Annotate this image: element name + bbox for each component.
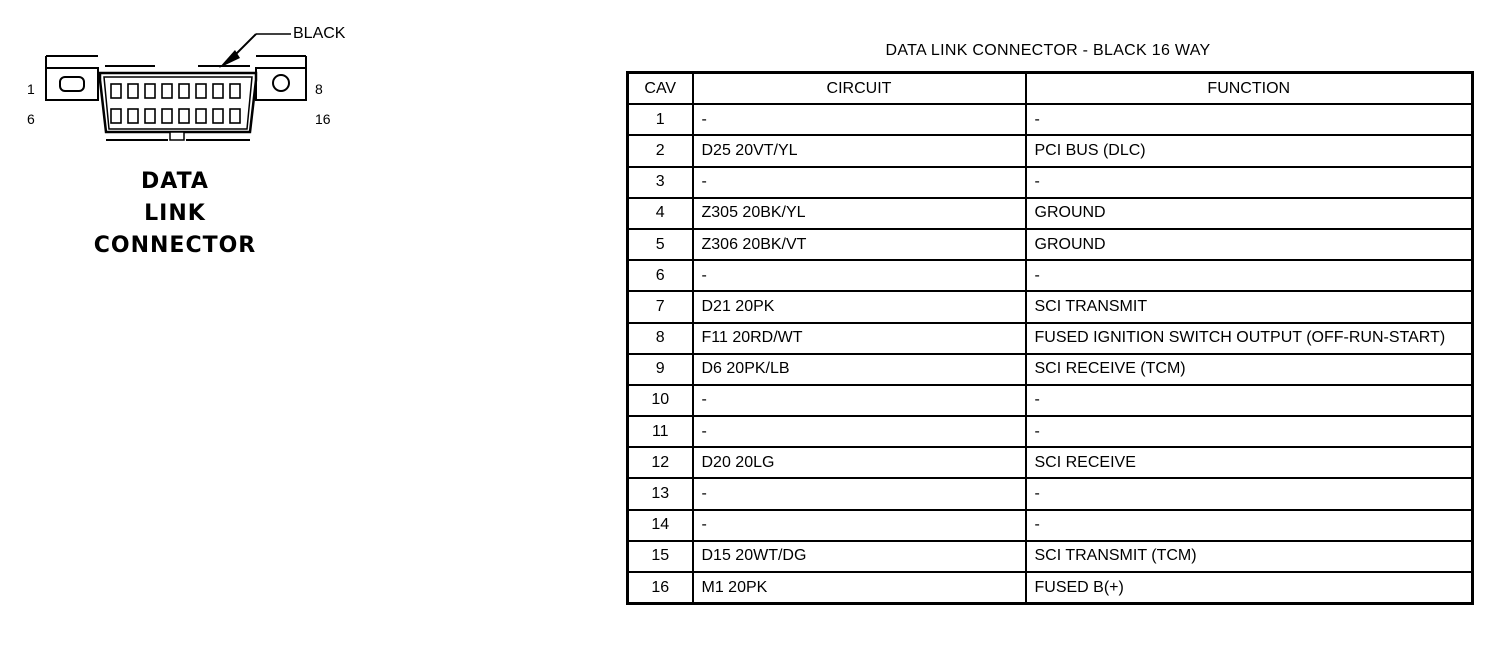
table-row bbox=[628, 167, 1473, 198]
cell-circuit: D20 20LG bbox=[693, 447, 1026, 478]
cell-circuit: D21 20PK bbox=[693, 291, 1026, 322]
table-row bbox=[628, 416, 1473, 447]
cell-cav: 1 bbox=[628, 104, 693, 135]
table-row bbox=[628, 229, 1473, 260]
table-row bbox=[628, 260, 1473, 291]
cell-function: FUSED IGNITION SWITCH OUTPUT (OFF-RUN-START) bbox=[1026, 323, 1473, 354]
cell-function: - bbox=[1026, 478, 1473, 509]
callout-arrow bbox=[219, 34, 291, 68]
pin-cavity bbox=[230, 109, 240, 123]
cell-function: - bbox=[1026, 385, 1473, 416]
cell-cav: 8 bbox=[628, 323, 693, 354]
pin-label-bottom-left: 6 bbox=[27, 111, 35, 127]
table-row bbox=[628, 572, 1473, 604]
left-mounting-tab bbox=[46, 56, 98, 100]
table-row bbox=[628, 447, 1473, 478]
pin-cavity bbox=[111, 84, 121, 98]
cell-cav: 3 bbox=[628, 167, 693, 198]
cell-cav: 10 bbox=[628, 385, 693, 416]
cell-cav: 5 bbox=[628, 229, 693, 260]
cell-cav: 16 bbox=[628, 572, 693, 604]
cell-function: - bbox=[1026, 416, 1473, 447]
cell-function: SCI TRANSMIT bbox=[1026, 291, 1473, 322]
cell-function: - bbox=[1026, 510, 1473, 541]
cell-circuit: - bbox=[693, 416, 1026, 447]
header-cav: CAV bbox=[628, 73, 693, 105]
table-row bbox=[628, 541, 1473, 572]
table-row bbox=[628, 104, 1473, 135]
cell-cav: 4 bbox=[628, 198, 693, 229]
cell-cav: 6 bbox=[628, 260, 693, 291]
pin-cavity bbox=[162, 84, 172, 98]
cell-function: SCI RECEIVE bbox=[1026, 447, 1473, 478]
connector-title-line-3: CONNECTOR bbox=[93, 233, 257, 258]
cell-cav: 7 bbox=[628, 291, 693, 322]
cell-circuit: - bbox=[693, 260, 1026, 291]
table-header-row bbox=[628, 73, 1473, 105]
cell-function: - bbox=[1026, 104, 1473, 135]
pin-cavity bbox=[128, 84, 138, 98]
cell-function: PCI BUS (DLC) bbox=[1026, 135, 1473, 166]
cell-function: SCI RECEIVE (TCM) bbox=[1026, 354, 1473, 385]
cell-cav: 12 bbox=[628, 447, 693, 478]
pin-cavity bbox=[162, 109, 172, 123]
table-row bbox=[628, 354, 1473, 385]
pin-cavity bbox=[128, 109, 138, 123]
cell-circuit: M1 20PK bbox=[693, 572, 1026, 604]
header-function: FUNCTION bbox=[1026, 73, 1473, 105]
connector-title-line-1: DATA bbox=[141, 169, 209, 194]
table-row bbox=[628, 135, 1473, 166]
pin-label-top-right: 8 bbox=[315, 81, 323, 97]
pin-cavity bbox=[213, 109, 223, 123]
cell-cav: 9 bbox=[628, 354, 693, 385]
cell-function: - bbox=[1026, 260, 1473, 291]
pin-cavity bbox=[145, 84, 155, 98]
cell-circuit: D25 20VT/YL bbox=[693, 135, 1026, 166]
pin-cavity bbox=[213, 84, 223, 98]
cell-function: - bbox=[1026, 167, 1473, 198]
table-row bbox=[628, 510, 1473, 541]
cell-function: GROUND bbox=[1026, 198, 1473, 229]
cell-circuit: D6 20PK/LB bbox=[693, 354, 1026, 385]
right-mount-hole-icon bbox=[273, 75, 289, 91]
cell-circuit: Z305 20BK/YL bbox=[693, 198, 1026, 229]
pin-cavity bbox=[145, 109, 155, 123]
cell-function: SCI TRANSMIT (TCM) bbox=[1026, 541, 1473, 572]
left-mount-hole-icon bbox=[60, 77, 84, 91]
header-circuit: CIRCUIT bbox=[693, 73, 1026, 105]
table-title: DATA LINK CONNECTOR - BLACK 16 WAY bbox=[885, 42, 1211, 59]
cell-function: GROUND bbox=[1026, 229, 1473, 260]
pin-cavity bbox=[196, 84, 206, 98]
cell-cav: 14 bbox=[628, 510, 693, 541]
pin-cavity bbox=[196, 109, 206, 123]
cell-cav: 2 bbox=[628, 135, 693, 166]
table-row bbox=[628, 198, 1473, 229]
pin-cavity bbox=[230, 84, 240, 98]
cell-circuit: - bbox=[693, 167, 1026, 198]
pin-label-bottom-right: 16 bbox=[315, 111, 331, 127]
cell-cav: 15 bbox=[628, 541, 693, 572]
cell-circuit: - bbox=[693, 104, 1026, 135]
cell-circuit: - bbox=[693, 510, 1026, 541]
table-row bbox=[628, 323, 1473, 354]
cell-circuit: - bbox=[693, 478, 1026, 509]
cell-function: FUSED B(+) bbox=[1026, 572, 1473, 604]
cell-cav: 13 bbox=[628, 478, 693, 509]
cell-circuit: F11 20RD/WT bbox=[693, 323, 1026, 354]
table-row bbox=[628, 385, 1473, 416]
cell-circuit: - bbox=[693, 385, 1026, 416]
connector-title-line-2: LINK bbox=[144, 201, 206, 226]
table-row bbox=[628, 478, 1473, 509]
cell-circuit: Z306 20BK/VT bbox=[693, 229, 1026, 260]
cell-cav: 11 bbox=[628, 416, 693, 447]
cell-circuit: D15 20WT/DG bbox=[693, 541, 1026, 572]
pin-cavity bbox=[179, 109, 189, 123]
pin-cavity bbox=[111, 109, 121, 123]
callout-label: BLACK bbox=[293, 25, 346, 42]
pin-label-top-left: 1 bbox=[27, 81, 35, 97]
pin-table bbox=[626, 71, 1474, 605]
table-row bbox=[628, 291, 1473, 322]
right-mounting-tab bbox=[256, 56, 306, 100]
connector-figure bbox=[0, 0, 400, 300]
pin-cavity bbox=[179, 84, 189, 98]
